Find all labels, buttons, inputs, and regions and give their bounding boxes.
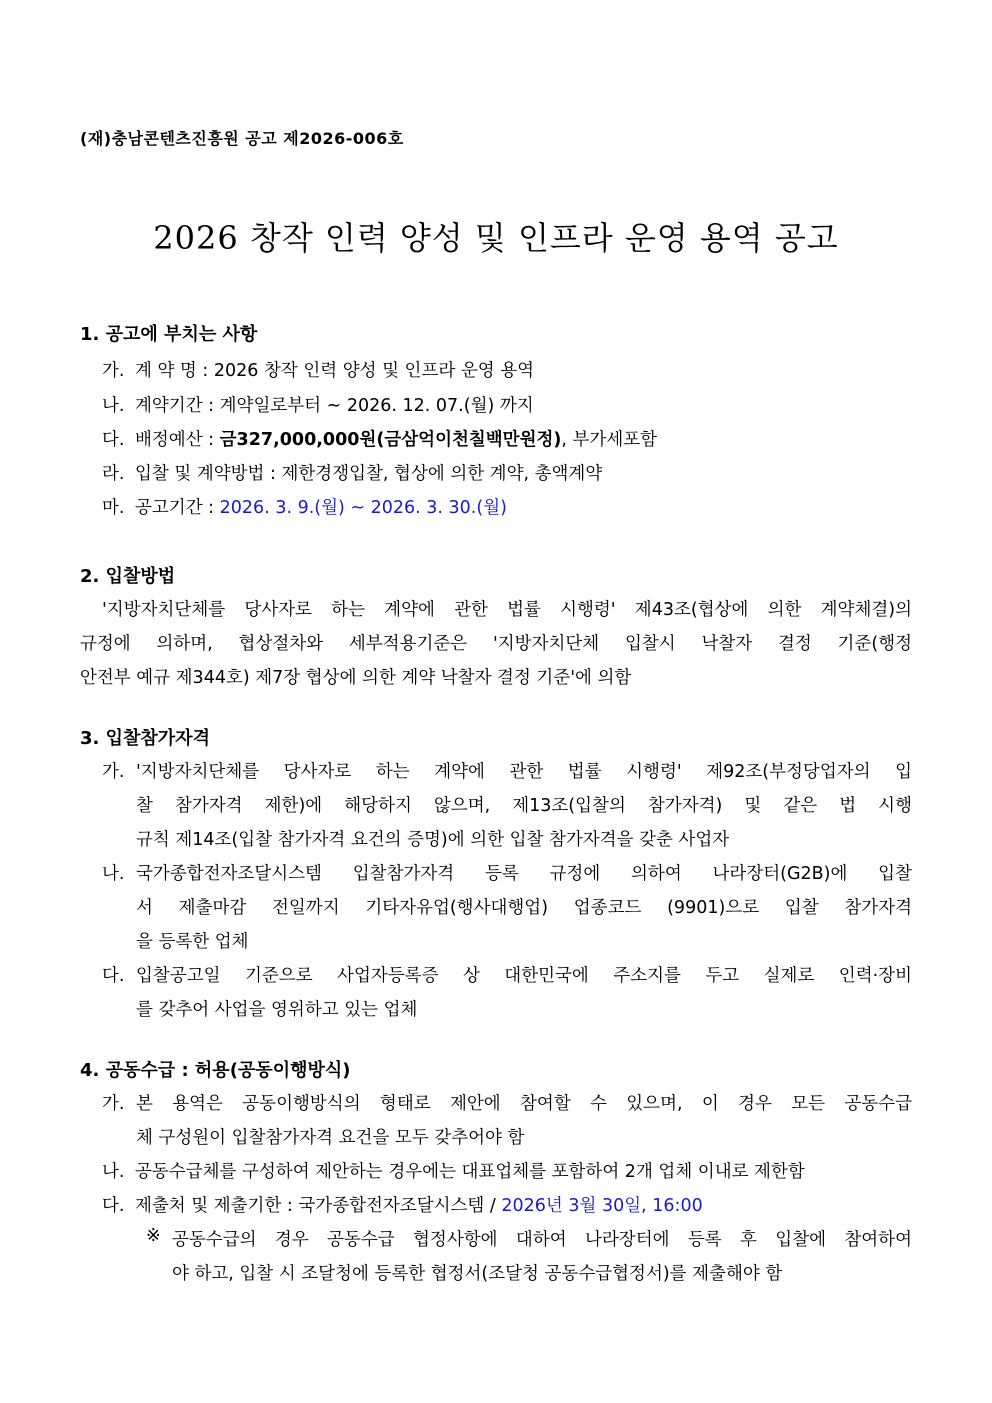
item-marker: 라.	[102, 464, 125, 484]
note-line: 공동수급의 경우 공동수급 협정사항에 대하여 나라장터에 등록 후 입찰에 참여하여	[172, 1230, 912, 1250]
budget-label: 배정예산 :	[135, 430, 220, 450]
item-marker: 나.	[102, 396, 125, 416]
budget-amount: 금327,000,000원(금삼억이천칠백만원정)	[219, 430, 562, 450]
section-3-item-b-line: 을 등록한 업체	[136, 932, 249, 952]
item-marker: 다.	[102, 430, 125, 450]
section-3-heading: 3. 입찰참가자격	[80, 728, 210, 749]
section-1-heading: 1. 공고에 부치는 사항	[80, 324, 258, 345]
item-marker: 다.	[102, 966, 125, 986]
item-marker: 가.	[102, 762, 125, 782]
section-2-heading: 2. 입찰방법	[80, 566, 176, 587]
item-marker: 가.	[102, 1094, 125, 1114]
item-marker: 가.	[102, 361, 125, 381]
notice-period: 2026. 3. 9.(월) ~ 2026. 3. 30.(월)	[219, 498, 507, 518]
notice-number: (재)충남콘텐츠진흥원 공고 제2026-006호	[80, 129, 404, 148]
item-marker: 나.	[102, 864, 125, 884]
document-title: 2026 창작 인력 양성 및 인프라 운영 용역 공고	[153, 219, 839, 257]
note-line: 야 하고, 입찰 시 조달청에 등록한 협정서(조달청 공동수급협정서)를 제출해야 함	[172, 1264, 783, 1284]
section-1-item-e	[102, 494, 912, 519]
section-1-item-b	[102, 392, 912, 417]
bidding-method: 입찰 및 계약방법 : 제한경쟁입찰, 협상에 의한 계약, 총액계약	[135, 464, 603, 484]
submission-label: 제출처 및 제출기한 : 국가종합전자조달시스템 /	[135, 1196, 502, 1216]
section-1-item-a	[102, 357, 912, 382]
section-3-item-a-line: 규칙 제14조(입찰 참가자격 요건의 증명)에 의한 입찰 참가자격을 갖춘 사업자	[136, 830, 730, 850]
submission-deadline: 2026년 3월 30일, 16:00	[501, 1196, 703, 1216]
section-4-heading: 4. 공동수급 : 허용(공동이행방식)	[80, 1060, 351, 1081]
section-3-item-c-line: 입찰공고일 기준으로 사업자등록증 상 대한민국에 주소지를 두고 실제로 인력·장비	[136, 966, 912, 986]
contract-name: 계 약 명 : 2026 창작 인력 양성 및 인프라 운영 용역	[135, 361, 535, 381]
item-marker: 다.	[102, 1196, 125, 1216]
section-4-item-b	[102, 1158, 912, 1183]
contract-period: 계약기간 : 계약일로부터 ~ 2026. 12. 07.(월) 까지	[135, 396, 534, 416]
section-4-item-a-line: 본 용역은 공동이행방식의 형태로 제안에 참여할 수 있으며, 이 경우 모든 공동수급	[136, 1094, 912, 1114]
notice-period-label: 공고기간 :	[135, 498, 220, 518]
section-2-line: 규정에 의하며, 협상절차와 세부적용기준은 '지방자치단체 입찰시 낙찰자 결정 기준(행정	[80, 634, 912, 654]
section-2-line: 안전부 예규 제344호) 제7장 협상에 의한 계약 낙찰자 결정 기준'에 의함	[80, 668, 632, 688]
section-3-item-a-line: '지방자치단체를 당사자로 하는 계약에 관한 법률 시행령' 제92조(부정당업자의 입	[136, 762, 912, 782]
consortium-limit: 공동수급체를 구성하여 제안하는 경우에는 대표업체를 포함하여 2개 업체 이내로 제한함	[135, 1162, 805, 1182]
section-3-item-b-line: 서 제출마감 전일까지 기타자유업(행사대행업) 업종코드 (9901)으로 입찰 참가자격	[136, 898, 912, 918]
section-4-item-a-line: 체 구성원이 입찰참가자격 요건을 모두 갖추어야 함	[136, 1128, 525, 1148]
note-reference-mark: ※	[146, 1226, 161, 1246]
section-1-item-c	[102, 426, 912, 451]
budget-vat: , 부가세포함	[561, 430, 658, 450]
section-4-item-c	[102, 1192, 912, 1217]
section-3-item-c-line: 를 갖추어 사업을 영위하고 있는 업체	[136, 1000, 418, 1020]
section-2-line: '지방자치단체를 당사자로 하는 계약에 관한 법률 시행령' 제43조(협상에 의한 계약체결)의	[102, 600, 912, 620]
section-3-item-a-line: 찰 참가자격 제한)에 해당하지 않으며, 제13조(입찰의 참가자격) 및 같은 법 시행	[136, 796, 912, 816]
item-marker: 나.	[102, 1162, 125, 1182]
section-3-item-b-line: 국가종합전자조달시스템 입찰참가자격 등록 규정에 의하여 나라장터(G2B)에 입찰	[136, 864, 912, 884]
section-1-item-d	[102, 460, 912, 485]
item-marker: 마.	[102, 498, 125, 518]
